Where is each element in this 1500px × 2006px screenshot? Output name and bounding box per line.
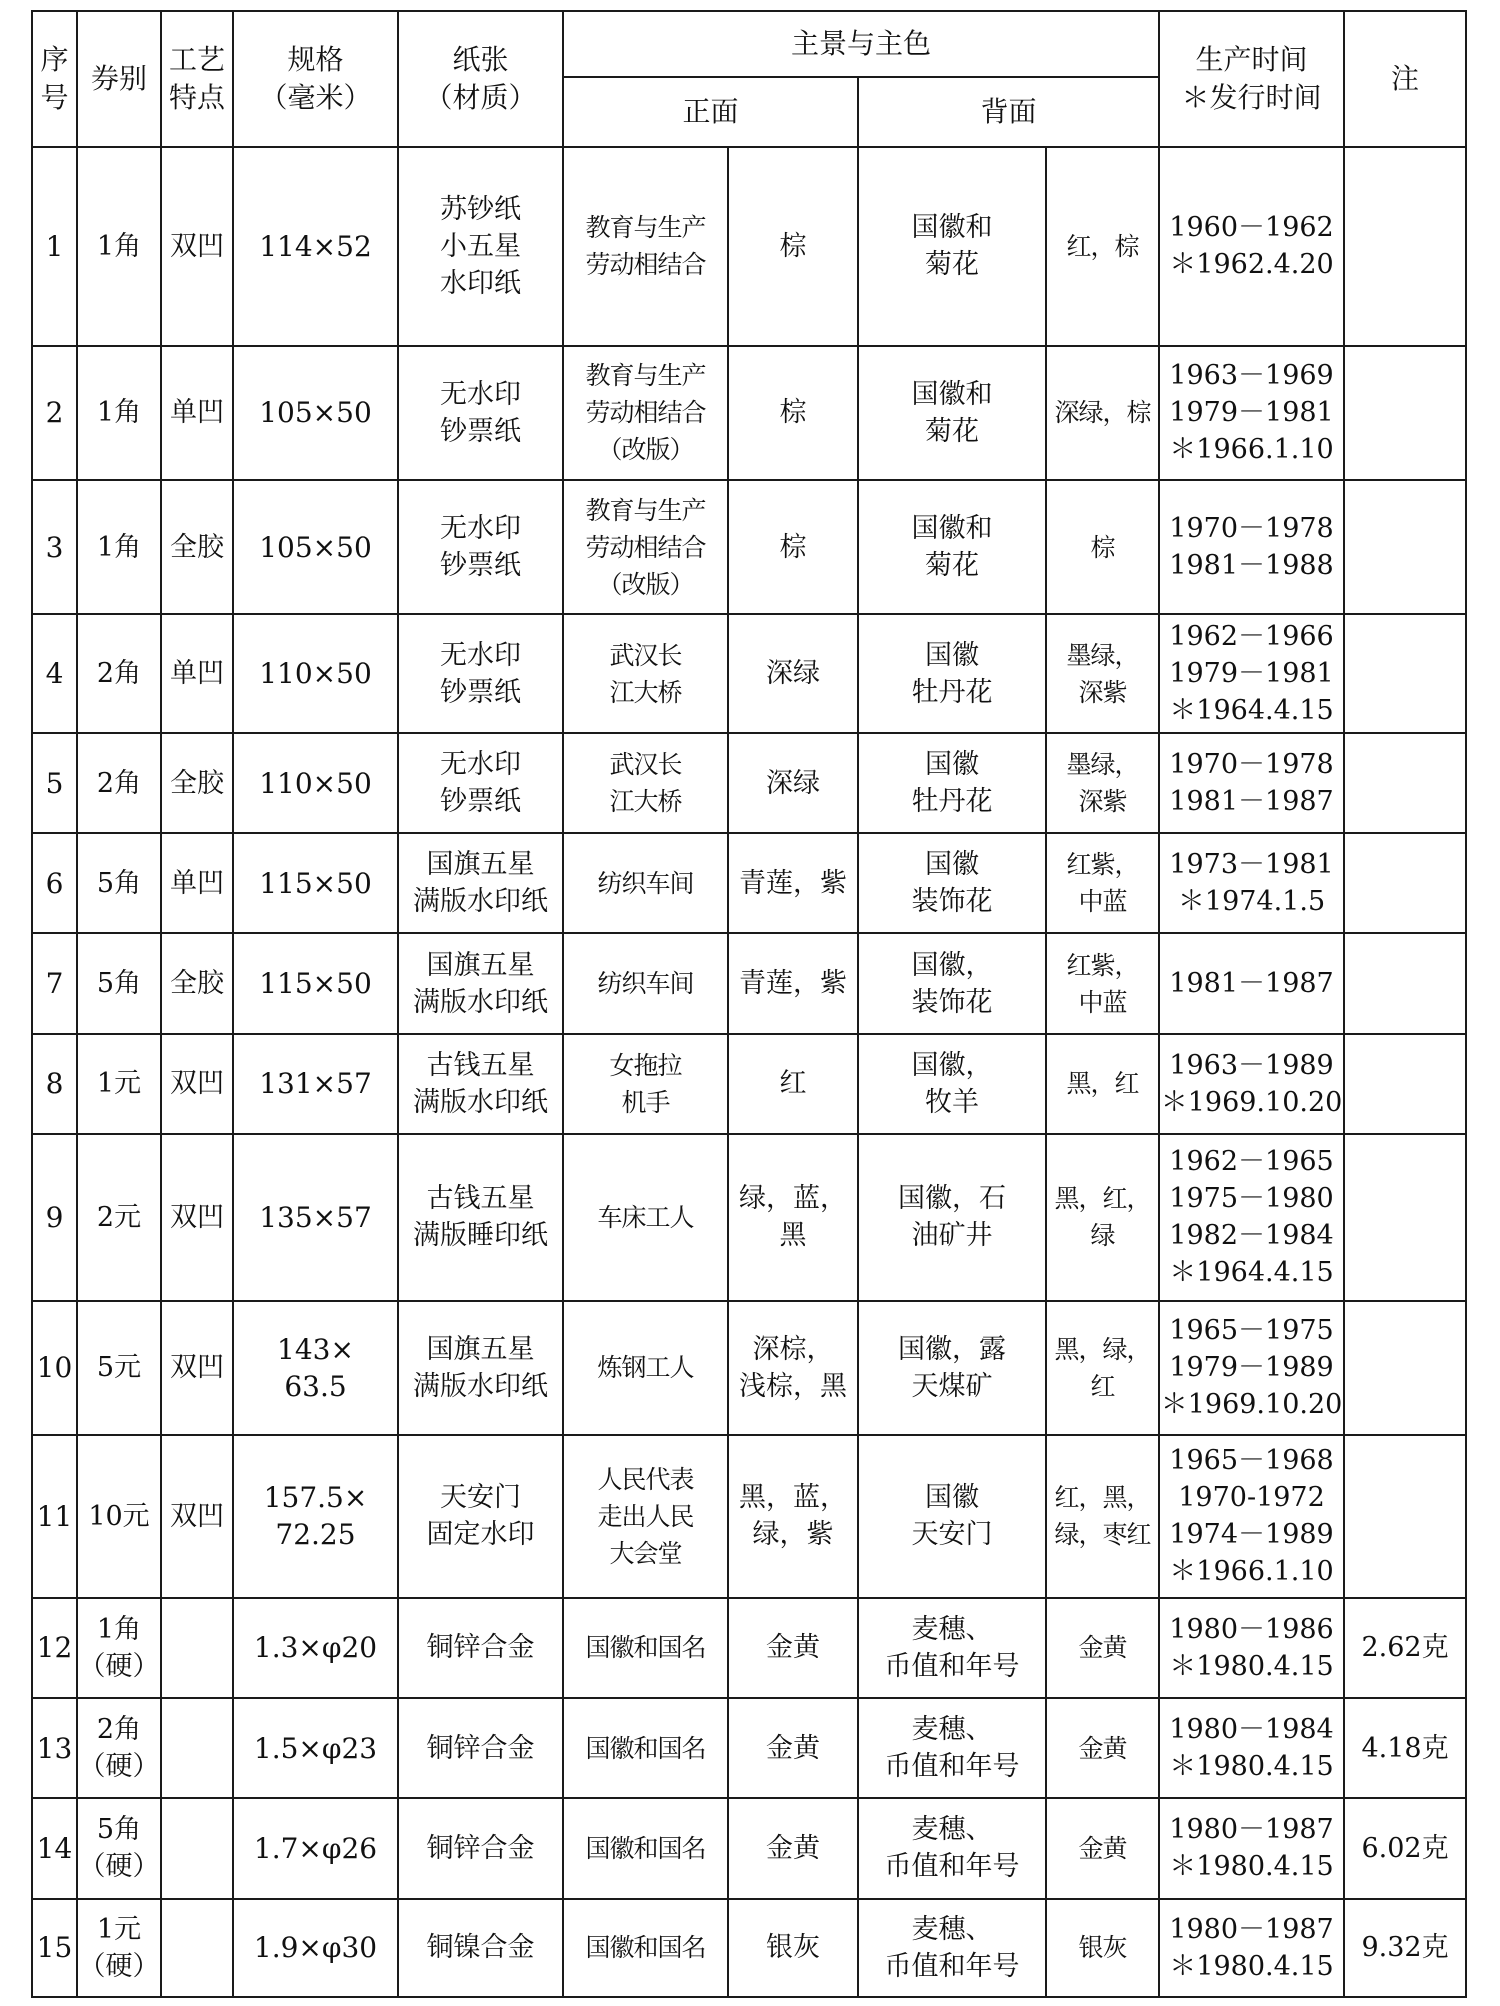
front-scene-cell: 武汉长 江大桥: [563, 733, 728, 833]
craft-cell: [161, 1899, 233, 1997]
seq-cell: 12: [32, 1598, 77, 1698]
table-row: [32, 1134, 1466, 1301]
seq-cell: 9: [32, 1134, 77, 1301]
back-color-cell: 红紫， 中蓝: [1046, 833, 1159, 933]
dates-cell: 1981－1987: [1159, 933, 1344, 1033]
dates-cell: 1962－1965 1975－1980 1982－1984 ＊1964.4.15: [1159, 1134, 1344, 1301]
back-scene-cell: 国徽 牡丹花: [858, 614, 1046, 732]
denom-cell: 2角: [77, 614, 161, 732]
craft-cell: 双凹: [161, 1134, 233, 1301]
craft-cell: 双凹: [161, 147, 233, 346]
spec-cell: 114×52: [233, 147, 398, 346]
note-cell: [1344, 733, 1466, 833]
seq-cell: 4: [32, 614, 77, 732]
spec-cell: 1.5×φ23: [233, 1698, 398, 1798]
dates-cell: 1963－1989 ＊1969.10.20: [1159, 1034, 1344, 1134]
seq-cell: 10: [32, 1301, 77, 1435]
note-cell: [1344, 1134, 1466, 1301]
front-scene-cell: 教育与生产 劳动相结合 （改版）: [563, 346, 728, 480]
spec-cell: 115×50: [233, 933, 398, 1033]
seq-cell: 11: [32, 1435, 77, 1598]
note-cell: [1344, 833, 1466, 933]
note-cell: [1344, 614, 1466, 732]
seq-cell: 13: [32, 1698, 77, 1798]
spec-cell: 105×50: [233, 346, 398, 480]
paper-cell: 无水印 钞票纸: [398, 480, 563, 614]
craft-cell: 单凹: [161, 833, 233, 933]
back-color-cell: 墨绿， 深紫: [1046, 614, 1159, 732]
denom-cell: 1角: [77, 480, 161, 614]
table-row: [32, 1598, 1466, 1698]
header-denom: 券别: [77, 11, 161, 147]
back-scene-cell: 国徽 装饰花: [858, 833, 1046, 933]
back-scene-cell: 麦穗、 币值和年号: [858, 1899, 1046, 1997]
table-body: [32, 147, 1466, 1997]
denom-cell: 1角: [77, 346, 161, 480]
front-color-cell: 银灰: [728, 1899, 858, 1997]
spec-cell: 131×57: [233, 1034, 398, 1134]
dates-cell: 1960－1962 ＊1962.4.20: [1159, 147, 1344, 346]
back-scene-cell: 麦穗、 币值和年号: [858, 1698, 1046, 1798]
spec-cell: 115×50: [233, 833, 398, 933]
table-row: [32, 833, 1466, 933]
seq-cell: 3: [32, 480, 77, 614]
front-color-cell: 黑，蓝， 绿，紫: [728, 1435, 858, 1598]
table-row: [32, 733, 1466, 833]
dates-cell: 1980－1986 ＊1980.4.15: [1159, 1598, 1344, 1698]
craft-cell: 双凹: [161, 1435, 233, 1598]
seq-cell: 7: [32, 933, 77, 1033]
dates-cell: 1973－1981 ＊1974.1.5: [1159, 833, 1344, 933]
front-color-cell: 金黄: [728, 1598, 858, 1698]
header-dates: 生产时间 ＊发行时间: [1159, 11, 1344, 147]
paper-cell: 铜锌合金: [398, 1598, 563, 1698]
back-color-cell: 黑，红: [1046, 1034, 1159, 1134]
back-color-cell: 红，黑， 绿，枣红: [1046, 1435, 1159, 1598]
note-cell: [1344, 147, 1466, 346]
dates-cell: 1980－1984 ＊1980.4.15: [1159, 1698, 1344, 1798]
front-color-cell: 金黄: [728, 1698, 858, 1798]
back-scene-cell: 国徽， 牧羊: [858, 1034, 1046, 1134]
front-scene-cell: 纺织车间: [563, 933, 728, 1033]
denom-cell: 1角 （硬）: [77, 1598, 161, 1698]
back-color-cell: 棕: [1046, 480, 1159, 614]
front-scene-cell: 国徽和国名: [563, 1598, 728, 1698]
seq-cell: 1: [32, 147, 77, 346]
paper-cell: 无水印 钞票纸: [398, 614, 563, 732]
paper-cell: 国旗五星 满版水印纸: [398, 1301, 563, 1435]
front-scene-cell: 国徽和国名: [563, 1899, 728, 1997]
dates-cell: 1980－1987 ＊1980.4.15: [1159, 1899, 1344, 1997]
back-scene-cell: 国徽， 装饰花: [858, 933, 1046, 1033]
spec-cell: 105×50: [233, 480, 398, 614]
paper-cell: 古钱五星 满版睡印纸: [398, 1134, 563, 1301]
note-cell: [1344, 480, 1466, 614]
craft-cell: 双凹: [161, 1301, 233, 1435]
back-color-cell: 银灰: [1046, 1899, 1159, 1997]
paper-cell: 天安门 固定水印: [398, 1435, 563, 1598]
craft-cell: 全胶: [161, 480, 233, 614]
spec-cell: 1.3×φ20: [233, 1598, 398, 1698]
front-color-cell: 金黄: [728, 1798, 858, 1898]
paper-cell: 铜镍合金: [398, 1899, 563, 1997]
spec-cell: 135×57: [233, 1134, 398, 1301]
front-scene-cell: 炼钢工人: [563, 1301, 728, 1435]
currency-table: [31, 10, 1467, 1998]
back-scene-cell: 国徽，露 天煤矿: [858, 1301, 1046, 1435]
back-scene-cell: 国徽和 菊花: [858, 346, 1046, 480]
paper-cell: 无水印 钞票纸: [398, 733, 563, 833]
back-color-cell: 金黄: [1046, 1798, 1159, 1898]
dates-cell: 1962－1966 1979－1981 ＊1964.4.15: [1159, 614, 1344, 732]
front-color-cell: 青莲，紫: [728, 833, 858, 933]
front-scene-cell: 人民代表 走出人民 大会堂: [563, 1435, 728, 1598]
front-color-cell: 青莲，紫: [728, 933, 858, 1033]
denom-cell: 5元: [77, 1301, 161, 1435]
note-cell: [1344, 346, 1466, 480]
paper-cell: 铜锌合金: [398, 1698, 563, 1798]
front-color-cell: 深绿: [728, 733, 858, 833]
paper-cell: 铜锌合金: [398, 1798, 563, 1898]
header-note: 注: [1344, 11, 1466, 147]
denom-cell: 5角 （硬）: [77, 1798, 161, 1898]
denom-cell: 2元: [77, 1134, 161, 1301]
table-row: [32, 1034, 1466, 1134]
denom-cell: 1元: [77, 1034, 161, 1134]
front-scene-cell: 国徽和国名: [563, 1698, 728, 1798]
table-row: [32, 346, 1466, 480]
back-scene-cell: 麦穗、 币值和年号: [858, 1798, 1046, 1898]
spec-cell: 110×50: [233, 614, 398, 732]
front-scene-cell: 国徽和国名: [563, 1798, 728, 1898]
seq-cell: 2: [32, 346, 77, 480]
denom-cell: 1元 （硬）: [77, 1899, 161, 1997]
note-cell: 9.32克: [1344, 1899, 1466, 1997]
note-cell: 6.02克: [1344, 1798, 1466, 1898]
back-scene-cell: 国徽和 菊花: [858, 480, 1046, 614]
spec-cell: 157.5× 72.25: [233, 1435, 398, 1598]
spec-cell: 1.9×φ30: [233, 1899, 398, 1997]
header-theme-group: 主景与主色: [563, 11, 1159, 77]
front-scene-cell: 教育与生产 劳动相结合 （改版）: [563, 480, 728, 614]
dates-cell: 1980－1987 ＊1980.4.15: [1159, 1798, 1344, 1898]
note-cell: 4.18克: [1344, 1698, 1466, 1798]
header-front: 正面: [563, 77, 858, 147]
front-scene-cell: 女拖拉 机手: [563, 1034, 728, 1134]
table-row: [32, 933, 1466, 1033]
table-row: [32, 147, 1466, 346]
back-color-cell: 黑，红， 绿: [1046, 1134, 1159, 1301]
craft-cell: 双凹: [161, 1034, 233, 1134]
seq-cell: 14: [32, 1798, 77, 1898]
seq-cell: 8: [32, 1034, 77, 1134]
back-color-cell: 黑，绿， 红: [1046, 1301, 1159, 1435]
table-row: [32, 1435, 1466, 1598]
header-back: 背面: [858, 77, 1159, 147]
spec-cell: 110×50: [233, 733, 398, 833]
note-cell: [1344, 1435, 1466, 1598]
front-color-cell: 棕: [728, 480, 858, 614]
front-color-cell: 深棕， 浅棕，黑: [728, 1301, 858, 1435]
craft-cell: 全胶: [161, 733, 233, 833]
front-color-cell: 深绿: [728, 614, 858, 732]
craft-cell: [161, 1698, 233, 1798]
craft-cell: [161, 1598, 233, 1698]
craft-cell: 单凹: [161, 346, 233, 480]
back-color-cell: 金黄: [1046, 1698, 1159, 1798]
craft-cell: [161, 1798, 233, 1898]
front-color-cell: 棕: [728, 346, 858, 480]
denom-cell: 1角: [77, 147, 161, 346]
back-color-cell: 红，棕: [1046, 147, 1159, 346]
table-row: [32, 1698, 1466, 1798]
paper-cell: 无水印 钞票纸: [398, 346, 563, 480]
paper-cell: 古钱五星 满版水印纸: [398, 1034, 563, 1134]
paper-cell: 苏钞纸 小五星 水印纸: [398, 147, 563, 346]
dates-cell: 1970－1978 1981－1988: [1159, 480, 1344, 614]
spec-cell: 143× 63.5: [233, 1301, 398, 1435]
back-color-cell: 墨绿， 深紫: [1046, 733, 1159, 833]
craft-cell: 全胶: [161, 933, 233, 1033]
denom-cell: 2角 （硬）: [77, 1698, 161, 1798]
note-cell: [1344, 1301, 1466, 1435]
header-spec: 规格 （毫米）: [233, 11, 398, 147]
front-scene-cell: 纺织车间: [563, 833, 728, 933]
seq-cell: 6: [32, 833, 77, 933]
front-color-cell: 绿，蓝， 黑: [728, 1134, 858, 1301]
paper-cell: 国旗五星 满版水印纸: [398, 933, 563, 1033]
dates-cell: 1963－1969 1979－1981 ＊1966.1.10: [1159, 346, 1344, 480]
table-row: [32, 614, 1466, 732]
header-seq: 序 号: [32, 11, 77, 147]
note-cell: [1344, 1034, 1466, 1134]
craft-cell: 单凹: [161, 614, 233, 732]
denom-cell: 5角: [77, 933, 161, 1033]
dates-cell: 1970－1978 1981－1987: [1159, 733, 1344, 833]
note-cell: 2.62克: [1344, 1598, 1466, 1698]
table-row: [32, 1301, 1466, 1435]
back-scene-cell: 麦穗、 币值和年号: [858, 1598, 1046, 1698]
denom-cell: 5角: [77, 833, 161, 933]
header-craft: 工艺 特点: [161, 11, 233, 147]
back-color-cell: 红紫， 中蓝: [1046, 933, 1159, 1033]
spec-cell: 1.7×φ26: [233, 1798, 398, 1898]
dates-cell: 1965－1968 1970-1972 1974－1989 ＊1966.1.10: [1159, 1435, 1344, 1598]
back-scene-cell: 国徽和 菊花: [858, 147, 1046, 346]
front-color-cell: 红: [728, 1034, 858, 1134]
front-scene-cell: 教育与生产 劳动相结合: [563, 147, 728, 346]
back-color-cell: 深绿，棕: [1046, 346, 1159, 480]
denom-cell: 2角: [77, 733, 161, 833]
front-scene-cell: 武汉长 江大桥: [563, 614, 728, 732]
back-scene-cell: 国徽，石 油矿井: [858, 1134, 1046, 1301]
table-row: [32, 1899, 1466, 1997]
seq-cell: 5: [32, 733, 77, 833]
dates-cell: 1965－1975 1979－1989 ＊1969.10.20: [1159, 1301, 1344, 1435]
back-color-cell: 金黄: [1046, 1598, 1159, 1698]
note-cell: [1344, 933, 1466, 1033]
header-paper: 纸张 （材质）: [398, 11, 563, 147]
front-color-cell: 棕: [728, 147, 858, 346]
table-row: [32, 1798, 1466, 1898]
back-scene-cell: 国徽 牡丹花: [858, 733, 1046, 833]
denom-cell: 10元: [77, 1435, 161, 1598]
table-row: [32, 480, 1466, 614]
back-scene-cell: 国徽 天安门: [858, 1435, 1046, 1598]
seq-cell: 15: [32, 1899, 77, 1997]
paper-cell: 国旗五星 满版水印纸: [398, 833, 563, 933]
front-scene-cell: 车床工人: [563, 1134, 728, 1301]
